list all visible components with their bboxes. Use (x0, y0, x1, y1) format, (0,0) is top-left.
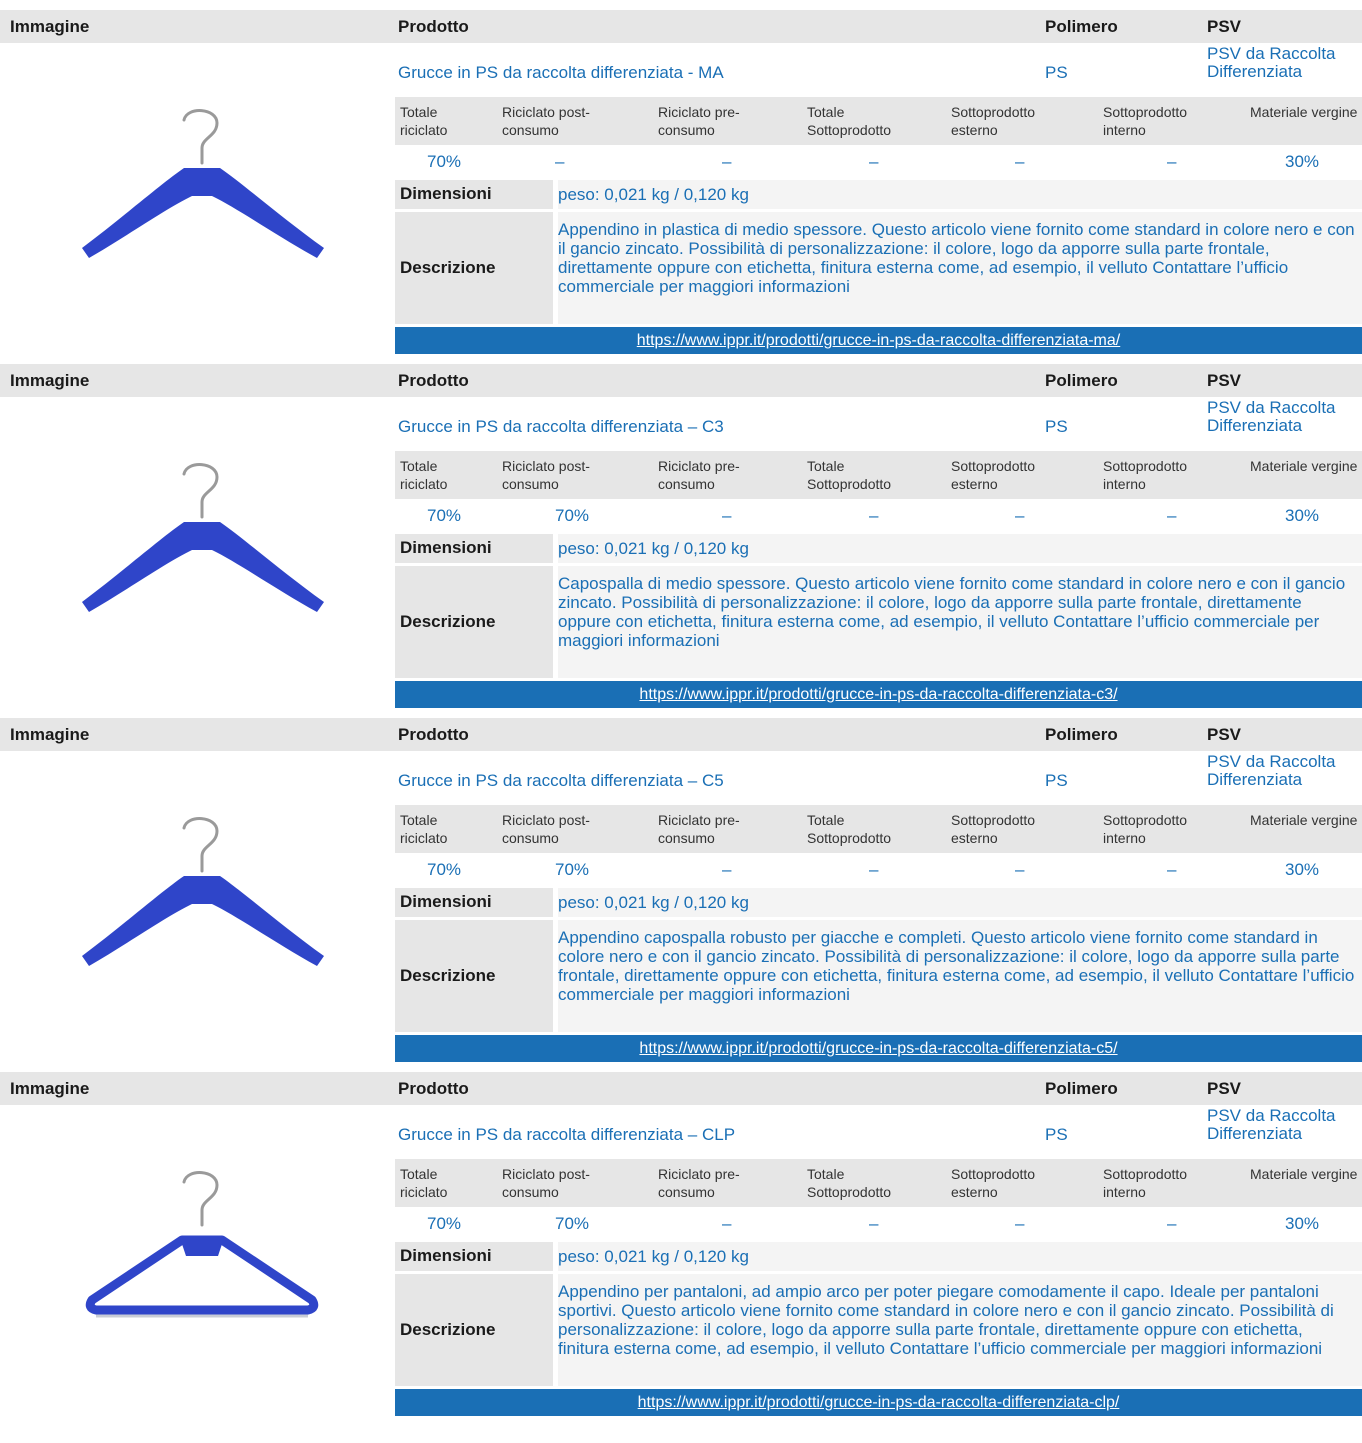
header-polymer: Polimero (1045, 725, 1118, 744)
dimensions-value: peso: 0,021 kg / 0,120 kg (558, 893, 749, 912)
product-psv: PSV da Raccolta Differenziata (1207, 398, 1336, 435)
stat-value: 70% (427, 1214, 462, 1233)
hanger-icon (62, 776, 342, 1016)
stat-column-header: Riciclato post-consumo (502, 812, 590, 846)
stat-value: – (722, 860, 732, 879)
header-image: Immagine (10, 725, 90, 744)
stats-header-row (395, 805, 1362, 853)
stat-column-header: Materiale vergine (1250, 1166, 1358, 1182)
header-image: Immagine (10, 1079, 90, 1098)
stat-value: 70% (427, 152, 462, 171)
stat-value: 70% (555, 1214, 590, 1233)
stat-value: 30% (1285, 152, 1320, 171)
stat-column-header: Totale riciclato (400, 812, 448, 846)
stat-column-header: Totale Sottoprodotto (807, 104, 892, 138)
stat-column-header: Totale riciclato (400, 458, 448, 492)
record-header (0, 1072, 1362, 1105)
description-label-cell (395, 920, 553, 1032)
product-image (12, 402, 392, 702)
stat-column-header: Riciclato pre-consumo (658, 1166, 740, 1200)
stat-column-header: Sottoprodotto esterno (951, 458, 1036, 492)
stat-value: – (1167, 506, 1177, 525)
stat-value: – (1015, 860, 1025, 879)
stat-column-header: Totale riciclato (400, 104, 448, 138)
dimensions-value-cell (558, 534, 1362, 563)
stat-value: 70% (555, 506, 590, 525)
stat-value: – (869, 1214, 879, 1233)
record-header (0, 364, 1362, 397)
stat-value: – (722, 152, 732, 171)
header-psv: PSV (1207, 725, 1242, 744)
stats-value-row (395, 502, 1362, 526)
stat-column-header: Materiale vergine (1250, 812, 1358, 828)
stats-value-row (395, 1210, 1362, 1234)
product-name-link[interactable]: Grucce in PS da raccolta differenziata – C5 (398, 771, 724, 790)
stat-value: – (1167, 1214, 1177, 1233)
header-product: Prodotto (398, 371, 469, 390)
product-image (12, 756, 392, 1056)
stat-column-header: Riciclato pre-consumo (658, 812, 740, 846)
description-value-cell (558, 566, 1362, 678)
stat-value: – (722, 1214, 732, 1233)
stat-value: 70% (427, 506, 462, 525)
header-image: Immagine (10, 371, 90, 390)
product-polymer: PS (1045, 63, 1068, 82)
stat-value: – (555, 152, 565, 171)
dimensions-label-cell (395, 1242, 553, 1271)
stat-column-header: Riciclato post-consumo (502, 1166, 590, 1200)
stat-value: – (1015, 152, 1025, 171)
hanger-icon (62, 68, 342, 308)
stats-header-row (395, 451, 1362, 499)
description-text: Capospalla di medio spessore. Questo articolo viene fornito come standard in colore nero e con il gancio zincato. Possibilità di personalizzazione: il colore, logo da apporre sulla parte frontale, direttamente oppure con etichetta, finitura esterna come, ad esempio, il velluto Contattare l’ufficio commerciale per maggiori informazioni (558, 574, 1346, 650)
dimensions-label-cell (395, 888, 553, 917)
product-psv: PSV da Raccolta Differenziata (1207, 1106, 1336, 1143)
stat-column-header: Totale riciclato (400, 1166, 448, 1200)
trouser-hanger-icon (62, 1130, 342, 1370)
header-polymer: Polimero (1045, 371, 1118, 390)
header-product: Prodotto (398, 17, 469, 36)
header-psv: PSV (1207, 17, 1242, 36)
url-bar (395, 1389, 1362, 1416)
stat-column-header: Sottoprodotto esterno (951, 812, 1036, 846)
stat-column-header: Sottoprodotto interno (1103, 104, 1188, 138)
description-label: Descrizione (400, 1320, 496, 1339)
description-label-cell (395, 1274, 553, 1386)
url-bar (395, 681, 1362, 708)
header-product: Prodotto (398, 1079, 469, 1098)
stat-value: 30% (1285, 1214, 1320, 1233)
dimensions-value: peso: 0,021 kg / 0,120 kg (558, 539, 749, 558)
dimensions-value: peso: 0,021 kg / 0,120 kg (558, 1247, 749, 1266)
stat-value: – (1015, 506, 1025, 525)
stat-column-header: Totale Sottoprodotto (807, 458, 892, 492)
dimensions-value-cell (558, 1242, 1362, 1271)
description-value-cell (558, 920, 1362, 1032)
stat-column-header: Riciclato post-consumo (502, 104, 590, 138)
description-label: Descrizione (400, 612, 496, 631)
stat-value: 70% (555, 860, 590, 879)
product-psv: PSV da Raccolta Differenziata (1207, 44, 1336, 81)
product-record (0, 0, 1362, 354)
stat-value: 30% (1285, 860, 1320, 879)
header-polymer: Polimero (1045, 17, 1118, 36)
product-record (0, 708, 1362, 1062)
description-text: Appendino per pantaloni, ad ampio arco per poter piegare comodamente il capo. Ideale per pantaloni sportivi. Questo articolo viene fornito come standard in colore nero e con il gancio zincato. Possibilità di personalizzazione: il colore, logo da apporre sulla parte frontale, direttamente oppure con etichetta, finitura esterna come, ad esempio, il velluto Contattare l’ufficio commerciale per maggiori informazioni (558, 1282, 1334, 1358)
description-text: Appendino in plastica di medio spessore. Questo articolo viene fornito come standard in colore nero e con il gancio zincato. Possibilità di personalizzazione: il colore, logo da apporre sulla parte frontale, direttamente oppure con etichetta, finitura esterna come, ad esempio, il velluto Contattare l’ufficio commerciale per maggiori informazioni (558, 220, 1355, 296)
product-url-link[interactable]: https://www.ippr.it/prodotti/grucce-in-ps-da-raccolta-differenziata-clp/ (637, 1394, 1120, 1411)
product-polymer: PS (1045, 417, 1068, 436)
stat-column-header: Sottoprodotto esterno (951, 104, 1036, 138)
product-record (0, 354, 1362, 708)
stat-value: – (869, 506, 879, 525)
dimensions-label-cell (395, 534, 553, 563)
product-url-link[interactable]: https://www.ippr.it/prodotti/grucce-in-ps-da-raccolta-differenziata-c3/ (639, 686, 1118, 703)
description-label-cell (395, 566, 553, 678)
product-image (12, 1110, 392, 1410)
stats-value-row (395, 856, 1362, 880)
stat-column-header: Sottoprodotto esterno (951, 1166, 1036, 1200)
dimensions-label: Dimensioni (400, 538, 492, 557)
description-label: Descrizione (400, 966, 496, 985)
product-name-link[interactable]: Grucce in PS da raccolta differenziata - MA (398, 63, 724, 82)
product-url-link[interactable]: https://www.ippr.it/prodotti/grucce-in-ps-da-raccolta-differenziata-ma/ (636, 332, 1121, 349)
stat-column-header: Sottoprodotto interno (1103, 458, 1188, 492)
hanger-icon (62, 422, 342, 662)
stat-column-header: Riciclato pre-consumo (658, 104, 740, 138)
stat-column-header: Materiale vergine (1250, 458, 1358, 474)
stat-column-header: Totale Sottoprodotto (807, 812, 892, 846)
dimensions-value-cell (558, 888, 1362, 917)
description-label-cell (395, 212, 553, 324)
description-text: Appendino capospalla robusto per giacche e completi. Questo articolo viene fornito come standard in colore nero e con il gancio zincato. Possibilità di personalizzazione: il colore, logo da apporre sulla parte frontale, direttamente oppure con etichetta, finitura esterna come, ad esempio, il velluto Contattare l’ufficio commerciale per maggiori informazioni (558, 928, 1355, 1004)
header-polymer: Polimero (1045, 1079, 1118, 1098)
product-polymer: PS (1045, 771, 1068, 790)
stat-value: – (1167, 152, 1177, 171)
dimensions-label-cell (395, 180, 553, 209)
product-name-link[interactable]: Grucce in PS da raccolta differenziata – C3 (398, 417, 724, 436)
product-psv: PSV da Raccolta Differenziata (1207, 752, 1336, 789)
product-url-link[interactable]: https://www.ippr.it/prodotti/grucce-in-ps-da-raccolta-differenziata-c5/ (639, 1040, 1118, 1057)
product-name-link[interactable]: Grucce in PS da raccolta differenziata – CLP (398, 1125, 736, 1144)
stat-column-header: Riciclato post-consumo (502, 458, 590, 492)
stat-column-header: Riciclato pre-consumo (658, 458, 740, 492)
stats-value-row (395, 148, 1362, 172)
stat-column-header: Totale Sottoprodotto (807, 1166, 892, 1200)
url-bar (395, 327, 1362, 354)
stat-value: 70% (427, 860, 462, 879)
record-header (0, 10, 1362, 43)
stat-column-header: Materiale vergine (1250, 104, 1358, 120)
description-label: Descrizione (400, 258, 496, 277)
stat-value: – (869, 152, 879, 171)
stats-header-row (395, 1159, 1362, 1207)
product-record (0, 1062, 1362, 1416)
stat-value: – (869, 860, 879, 879)
product-polymer: PS (1045, 1125, 1068, 1144)
stat-value: – (1015, 1214, 1025, 1233)
header-psv: PSV (1207, 371, 1242, 390)
stat-value: – (722, 506, 732, 525)
stat-value: – (1167, 860, 1177, 879)
stats-header-row (395, 97, 1362, 145)
url-bar (395, 1035, 1362, 1062)
header-image: Immagine (10, 17, 90, 36)
record-header (0, 718, 1362, 751)
stat-column-header: Sottoprodotto interno (1103, 1166, 1188, 1200)
description-value-cell (558, 212, 1362, 324)
dimensions-label: Dimensioni (400, 184, 492, 203)
stat-value: 30% (1285, 506, 1320, 525)
dimensions-value: peso: 0,021 kg / 0,120 kg (558, 185, 749, 204)
stat-column-header: Sottoprodotto interno (1103, 812, 1188, 846)
header-product: Prodotto (398, 725, 469, 744)
dimensions-label: Dimensioni (400, 892, 492, 911)
dimensions-label: Dimensioni (400, 1246, 492, 1265)
header-psv: PSV (1207, 1079, 1242, 1098)
description-value-cell (558, 1274, 1362, 1386)
dimensions-value-cell (558, 180, 1362, 209)
product-image (12, 48, 392, 348)
